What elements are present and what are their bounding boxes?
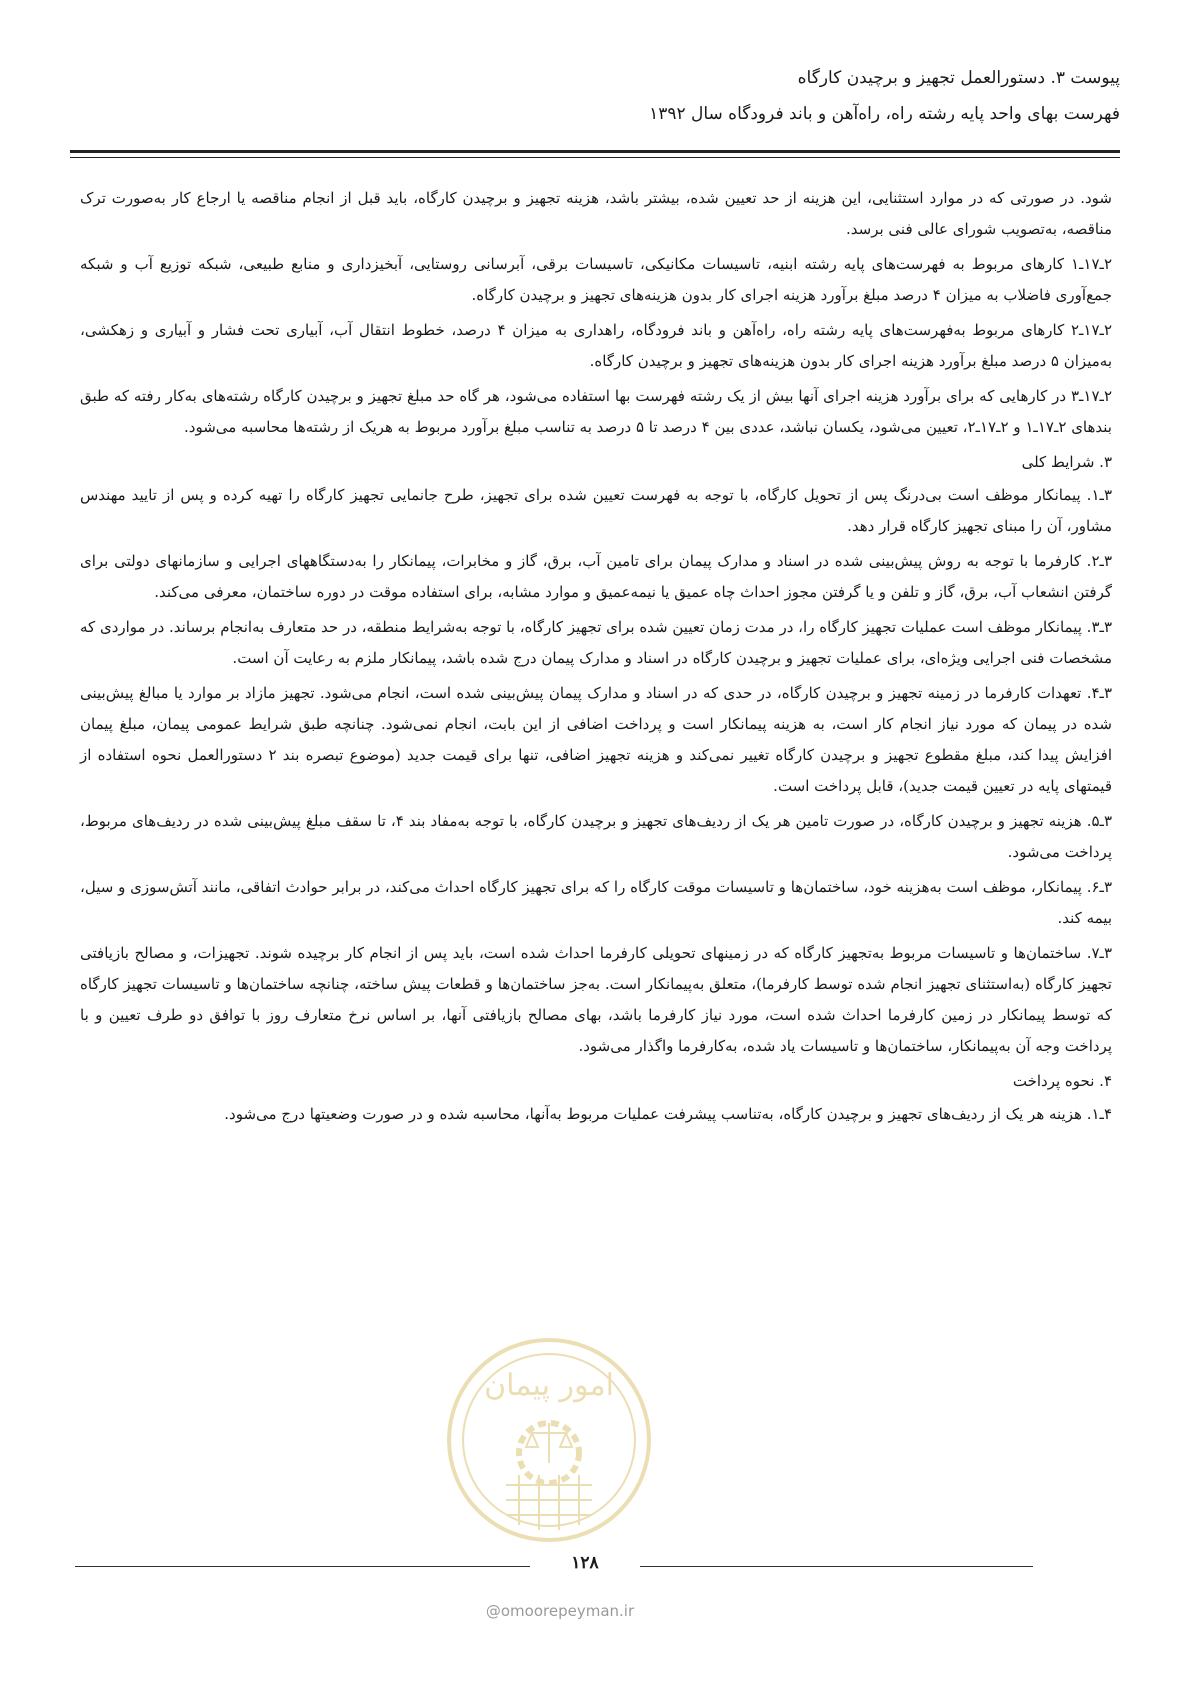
- page-number: ۱۲۸: [571, 1553, 599, 1573]
- page-header: [70, 60, 1120, 132]
- scales-gear-seal-icon: [444, 1335, 654, 1545]
- document-title: پیوست ۳. دستورالعمل تجهیز و برچیدن کارگاه: [797, 68, 1120, 88]
- paragraph-2-17-1: ۲ـ۱۷ـ۱ کارهای مربوط به فهرست‌های پایه رشته ابنیه، تاسیسات مکانیکی، تاسیسات برقی، آبرسانی روستایی، آبخیزداری و منابع طبیعی، شبکه توزیع آب و شبکه جمع‌آوری فاضلاب به میزان ۴ درصد مبلغ برآورد هزینه اجرای کار بدون هزینه‌های تجهیز و برچیدن کارگاه.: [80, 255, 1112, 304]
- document-body: [80, 183, 1112, 1134]
- site-watermark-text: @omoorepeyman.ir: [485, 1602, 635, 1620]
- svg-text:امور پیمان: امور پیمان: [484, 1368, 614, 1403]
- paragraph-3-3: ۳ـ۳. پیمانکار موظف است عملیات تجهیز کارگاه را، در مدت زمان تعیین شده برای تجهیز کارگاه، با توجه به‌شرایط منطقه، در حد متعارف به‌انجام برساند. در مواردی که مشخصات فنی اجرایی ویژه‌ای، برای عملیات تجهیز و برچیدن کارگاه در اسناد و مدارک پیمان درج شده باشد، پیمانکار ملزم به رعایت آن است.: [80, 618, 1112, 667]
- header-divider: [70, 150, 1120, 158]
- paragraph-3-1: ۳ـ۱. پیمانکار موظف است بی‌درنگ پس از تحویل کارگاه، با توجه به فهرست تعیین شده برای تجهیز، طرح جانمایی تجهیز کارگاه را تهیه کرده و پس از تایید مهندس مشاور، آن را مبنای تجهیز کارگاه قرار دهد.: [80, 486, 1112, 535]
- section-4-heading: ۴. نحوه پرداخت: [1012, 1072, 1112, 1090]
- paragraph-4-1: ۴ـ۱. هزینه هر یک از ردیف‌های تجهیز و برچیدن کارگاه، به‌تناسب پیشرفت عملیات مربوط به‌آنها، محاسبه شده و در صورت وضعیتها درج می‌شود.: [224, 1105, 1112, 1123]
- paragraph-3-5: ۳ـ۵. هزینه تجهیز و برچیدن کارگاه، در صورت تامین هر یک از ردیف‌های تجهیز و برچیدن کارگاه، با توجه به‌مفاد بند ۴، تا سقف مبلغ پیش‌بینی شده در ردیف‌های مربوط، پرداخت می‌شود.: [80, 812, 1113, 861]
- paragraph-3-7: ۳ـ۷. ساختمان‌ها و تاسیسات مربوط به‌تجهیز کارگاه که در زمینهای تحویلی کارفرما احداث شده است، باید پس از انجام کار برچیده شوند. تجهیزات، و مصالح بازیافتی تجهیز کارگاه (به‌استثنای تجهیز انجام شده توسط کارفرما)، متعلق به‌پیمانکار است. به‌جز ساختمان‌ها و قطعات پیش ساخته، چنانچه ساختمان‌ها و تاسیسات تجهیز کارگاه که توسط پیمانکار در زمین کارفرما احداث شده است، مورد نیاز کارفرما باشد، بهای مصالح بازیافتی آنها، بر اساس نرخ متعارف روز با توافق دو طرف تعیین و با پرداخت وجه آن به‌پیمانکار، ساختمان‌ها و تاسیسات یاد شده، به‌کارفرما واگذار می‌شود.: [80, 944, 1112, 1055]
- footer-rule-right: [640, 1566, 1033, 1567]
- paragraph-3-2: ۳ـ۲. کارفرما با توجه به روش پیش‌بینی شده در اسناد و مدارک پیمان برای تامین آب، برق، گاز و مخابرات، پیمانکار را به‌دستگاههای اجرایی و سازمانهای دولتی برای گرفتن انشعاب آب، برق، گاز و تلفن و یا گرفتن مجوز احداث چاه عمیق یا نیمه‌عمیق و موارد مشابه، برای استفاده موقت در دوره ساختمان، معرفی می‌کند.: [80, 552, 1112, 601]
- footer-rule-left: [75, 1566, 530, 1567]
- watermark-seal: [444, 1335, 654, 1545]
- section-3-heading: ۳. شرایط کلی: [1021, 453, 1112, 471]
- document-subtitle: فهرست بهای واحد پایه رشته راه، راه‌آهن و باند فرودگاه سال ۱۳۹۲: [649, 104, 1120, 124]
- paragraph-continuation: شود. در صورتی که در موارد استثنایی، این هزینه از حد تعیین شده، بیشتر باشد، هزینه تجهیز و برچیدن کارگاه، باید قبل از انجام مناقصه یا ارجاع کار به‌صورت ترک مناقصه، به‌تصویب شورای عالی فنی برسد.: [80, 189, 1112, 238]
- paragraph-2-17-2: ۲ـ۱۷ـ۲ کارهای مربوط به‌فهرست‌های پایه رشته راه، راه‌آهن و باند فرودگاه، راهداری به میزان ۴ درصد، خطوط انتقال آب، آبیاری تحت فشار و آبیاری و زهکشی، به‌میزان ۵ درصد مبلغ برآورد هزینه اجرای کار بدون هزینه‌های تجهیز و برچیدن کارگاه.: [80, 321, 1112, 370]
- paragraph-3-6: ۳ـ۶. پیمانکار، موظف است به‌هزینه خود، ساختمان‌ها و تاسیسات موقت کارگاه را که برای تجهیز کارگاه احداث می‌کند، در برابر حوادث اتفاقی، مانند آتش‌سوزی و سیل، بیمه کند.: [80, 878, 1112, 927]
- paragraph-3-4: ۳ـ۴. تعهدات کارفرما در زمینه تجهیز و برچیدن کارگاه، در حدی که در اسناد و مدارک پیمان پیش‌بینی شده است، انجام می‌شود. تجهیز مازاد بر موارد یا مبالغ پیش‌بینی شده در پیمان که مورد نیاز انجام کار است، به هزینه پیمانکار است و پرداخت اضافی از این بابت، انجام نمی‌شود. چنانچه طبق شرایط عمومی پیمان، مبلغ پیمان افزایش پیدا کند، مبلغ مقطوع تجهیز و برچیدن کارگاه تغییر نمی‌کند و هزینه تجهیز اضافی، تنها برای قیمت جدید (موضوع تبصره بند ۲ دستورالعمل نحوه استفاده از قیمتهای پایه در تعیین قیمت جدید)، قابل پرداخت است.: [80, 684, 1113, 795]
- paragraph-2-17-3: ۲ـ۱۷ـ۳ در کارهایی که برای برآورد هزینه اجرای آنها بیش از یک رشته فهرست بها استفاده می‌شود، هر گاه حد مبلغ تجهیز و برچیدن کارگاه رشته‌های به‌کار رفته که طبق بندهای ۲ـ۱۷ـ۱ و ۲ـ۱۷ـ۲، تعیین می‌شود، یکسان نباشد، عددی بین ۴ درصد تا ۵ درصد به تناسب مبلغ برآورد مربوط به هریک از رشته‌ها محاسبه می‌شود.: [80, 387, 1112, 436]
